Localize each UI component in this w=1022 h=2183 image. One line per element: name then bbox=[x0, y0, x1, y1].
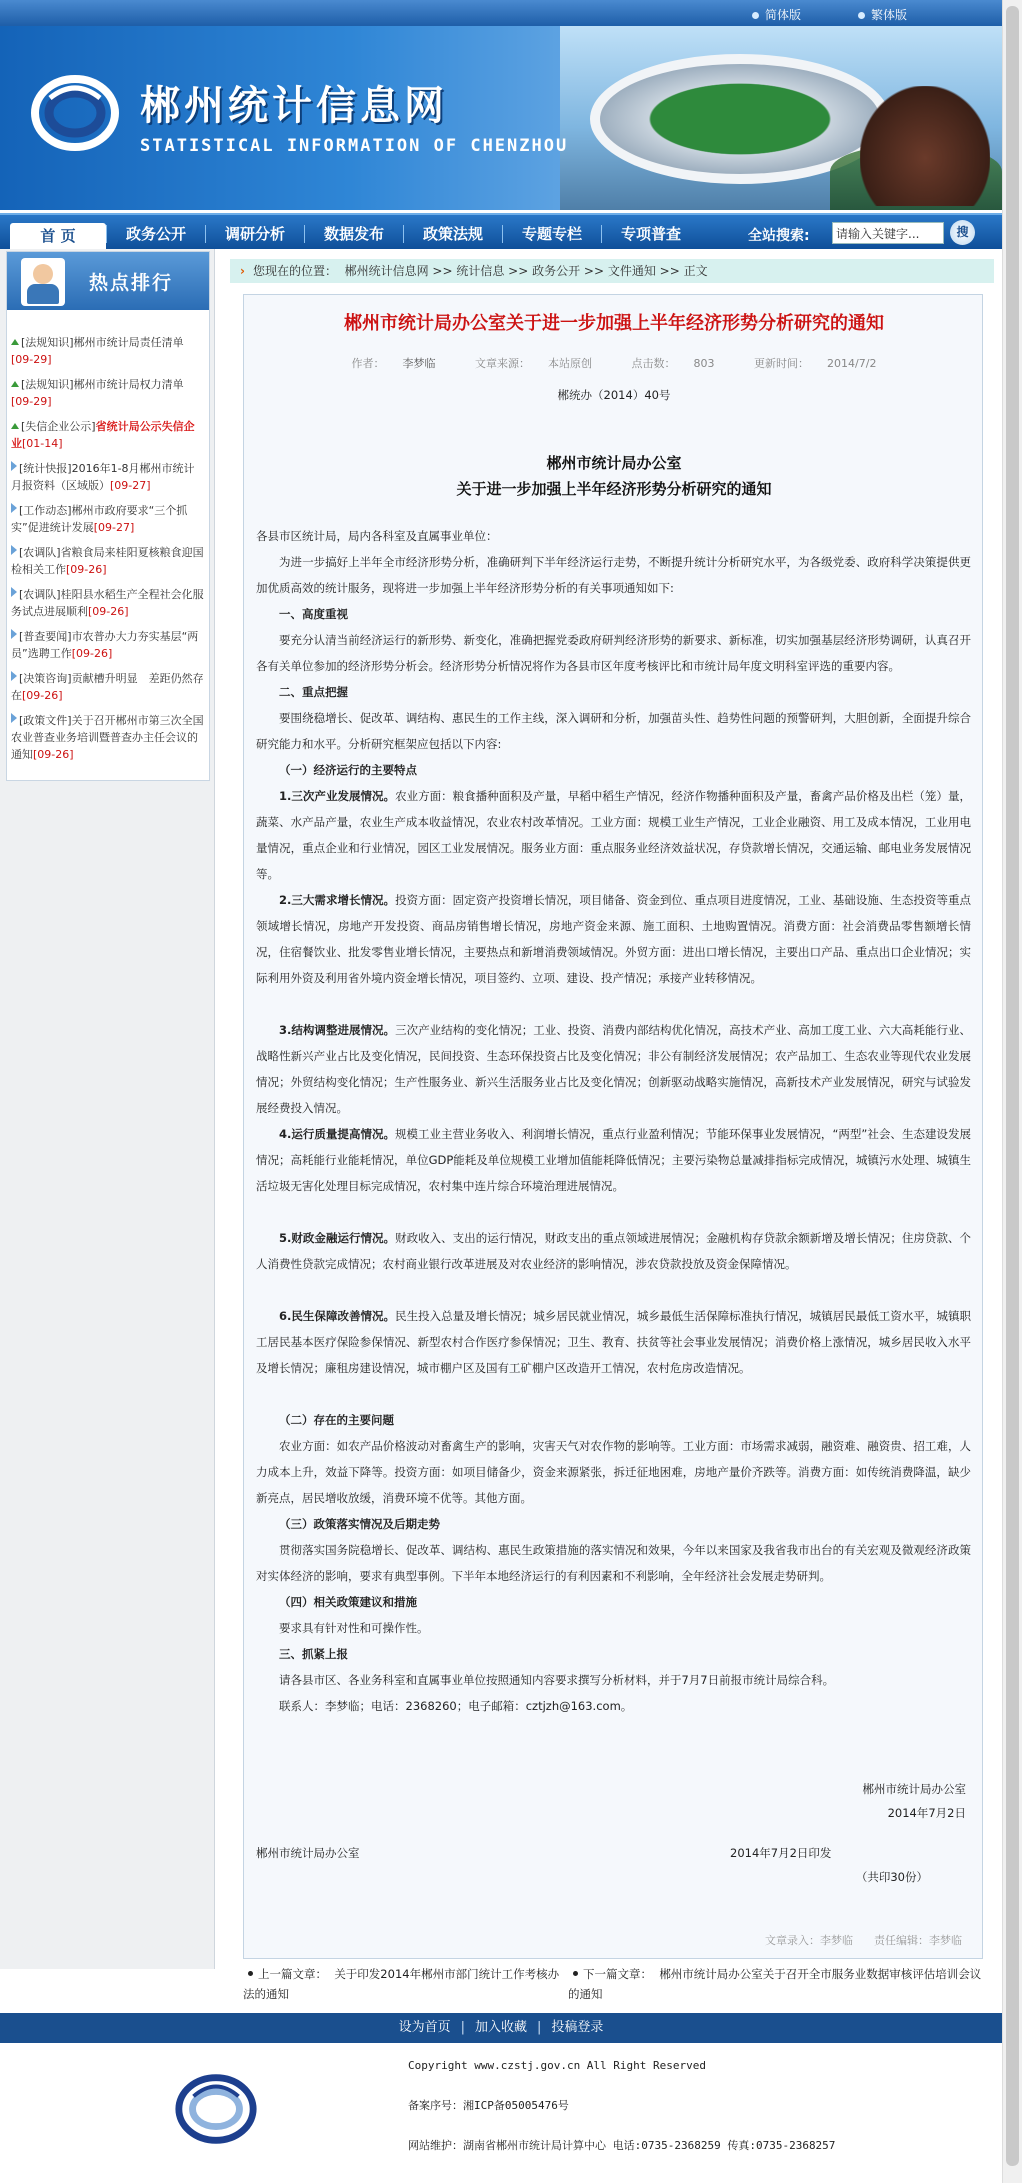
hot-item[interactable] bbox=[11, 502, 205, 536]
editor-label: 责任编辑： bbox=[874, 1934, 929, 1947]
divider: | bbox=[537, 2020, 542, 2035]
hot-item-text: [决策咨询]贡献槽升明显 差距仍然存在 bbox=[11, 672, 204, 702]
left-sidebar bbox=[0, 249, 215, 1969]
arrow-right-icon bbox=[11, 671, 17, 681]
bottom-links-bar bbox=[0, 2013, 1002, 2043]
signature-date: 2014年7月2日 bbox=[887, 1806, 966, 1820]
item-text: 财政收入、支出的运行情况，财政支出的重点领域进展情况；金融机构存贷款余额新增及增长情况；住房贷款、个人消费性贷款完成情况；农村商业银行改革进展及对农业经济的影响情况，涉农贷款投放及资金保障情况。 bbox=[256, 1231, 971, 1271]
item-paragraph bbox=[256, 1303, 971, 1381]
nav-home[interactable]: 首 页 bbox=[10, 223, 106, 251]
hot-item-text: [统计快报]2016年1-8月郴州市统计月报资料（区域版） bbox=[11, 462, 195, 492]
hot-item[interactable] bbox=[11, 544, 205, 578]
editor-value: 李梦临 bbox=[929, 1934, 962, 1947]
item-heading: 5.财政金融运行情况。 bbox=[279, 1231, 396, 1245]
hot-item-date: [09-27] bbox=[110, 479, 151, 492]
item-text: 规模工业主营业务收入、利润增长情况，重点行业盈利情况；节能环保事业发展情况，“两型”社会、生态建设发展情况；高耗能行业能耗情况，单位GDP能耗及单位规模工业增加值能耗降低情况；主要污染物总量减排指标完成情况，城镇污水处理、城镇生活垃圾无害化处理目标完成情况，农村集中连片综合环境治理进展情况。 bbox=[256, 1127, 971, 1193]
hot-ranking-panel bbox=[6, 251, 210, 781]
print-date: 2014年7月2日印发 bbox=[730, 1846, 832, 1860]
arrow-up-icon bbox=[11, 381, 19, 387]
maintenance-info: 网站维护：湖南省郴州市统计局计算中心 电话:0735-2368259 传真:0735-2368257 bbox=[408, 2139, 836, 2152]
hot-item-text: [法规知识]郴州市统计局权力清单 bbox=[21, 378, 184, 391]
hits-label: 点击数： bbox=[631, 357, 676, 370]
dot-icon bbox=[752, 12, 759, 19]
hot-item-highlight: 省统计局公示失信企业 bbox=[11, 420, 195, 450]
hits-value: 803 bbox=[693, 357, 715, 370]
author-value: 李梦临 bbox=[402, 357, 436, 370]
nav-divider bbox=[304, 225, 305, 243]
article-title: 郴州市统计局办公室关于进一步加强上半年经济形势分析研究的通知 bbox=[344, 313, 884, 334]
traditional-link[interactable] bbox=[858, 6, 907, 23]
item-text: 农业方面：粮食播种面积及产量，早稻中稻生产情况，经济作物播种面积及产量，畜禽产品价格及出栏（笼）量，蔬菜、水产品产量，农业生产成本收益情况，农业农村改革情况。工业方面：规模工业生产情况，工业企业融资、用工及成本情况，工业用电量情况，重点企业和行业情况，园区工业发展情况。服务业方面：重点服务业经济效益状况，存贷款增长情况，交通运输、邮电业务发展情况等。 bbox=[256, 789, 971, 881]
contact-line: 联系人：李梦临；电话：2368260；电子邮箱：cztjzh@163.com。 bbox=[279, 1699, 633, 1713]
section-paragraph: 要充分认清当前经济运行的新形势、新变化，准确把握党委政府研判经济形势的新要求、新标准，切实加强基层经济形势调研，认真召开各有关单位参加的经济形势分析会。经济形势分析情况将作为各县市区年度考核评比和市统计局年度文明科室评选的重要内容。 bbox=[256, 633, 971, 673]
section-paragraph: 要求具有针对性和可操作性。 bbox=[279, 1621, 429, 1635]
subsection-heading: （四）相关政策建议和措施 bbox=[279, 1595, 417, 1609]
simplified-link[interactable] bbox=[752, 6, 801, 23]
document-number: 郴统办（2014）40号 bbox=[557, 388, 671, 402]
breadcrumb-arrow-icon: › bbox=[240, 264, 245, 278]
nav-special-topics[interactable]: 专题专栏 bbox=[521, 225, 582, 243]
print-count: （共印30份） bbox=[855, 1870, 928, 1884]
add-favorite-link[interactable]: 加入收藏 bbox=[474, 2020, 527, 2035]
hot-item-text: [普查要闻]市农普办大力夯实基层“两员”选聘工作 bbox=[11, 630, 199, 660]
search-input[interactable] bbox=[832, 222, 944, 244]
section-paragraph: 请各县市区、各业务科室和直属事业单位按照通知内容要求撰写分析材料，并于7月7日前报市统计局综合科。 bbox=[279, 1673, 835, 1687]
section-heading: 一、高度重视 bbox=[279, 607, 348, 621]
item-paragraph bbox=[256, 783, 971, 887]
hot-item-text: [工作动态]郴州市政府要求“三个抓实”促进统计发展 bbox=[11, 504, 188, 534]
submit-login-link[interactable]: 投稿登录 bbox=[551, 2020, 604, 2035]
hot-item-text: [农调队]桂阳县水稻生产全程社会化服务试点进展顺利 bbox=[11, 588, 204, 618]
banner bbox=[0, 26, 1002, 210]
section-paragraph: 贯彻落实国务院稳增长、促改革、调结构、惠民生政策措施的落实情况和效果，今年以来国家及我省我市出台的有关宏观及微观经济政策对实体经济的影响，要求有典型事例。下半年本地经济运行的有利因素和不利影响，全年经济社会发展走势研判。 bbox=[256, 1543, 971, 1583]
logo-subtitle: STATISTICAL INFORMATION OF CHENZHOU bbox=[140, 136, 569, 156]
item-paragraph bbox=[256, 1225, 971, 1277]
prev-article-link[interactable]: 关于印发2014年郴州市部门统计工作考核办法的通知 bbox=[243, 1967, 560, 2001]
search-button[interactable]: 搜 bbox=[950, 220, 975, 245]
nav-government-affairs[interactable]: 政务公开 bbox=[125, 225, 186, 243]
subsection-heading: （二）存在的主要问题 bbox=[279, 1413, 394, 1427]
footer bbox=[0, 2043, 1002, 2183]
breadcrumb-path[interactable]: 郴州统计信息网 >> 统计信息 >> 政务公开 >> 文件通知 >> 正文 bbox=[344, 264, 708, 278]
hot-item-date: [01-14] bbox=[22, 437, 63, 450]
item-paragraph bbox=[256, 887, 971, 991]
item-text: 民生投入总量及增长情况；城乡居民就业情况，城乡最低生活保障标准执行情况，城镇居民最低工资水平，城镇职工居民基本医疗保险参保情况、新型农村合作医疗参保情况；卫生、教育、扶贫等社会事业发展情况；消费价格上涨情况，城乡居民收入水平及增长情况；廉租房建设情况，城市棚户区及国有工矿棚户区改造开工情况，农村危房改造情况。 bbox=[256, 1309, 971, 1375]
hot-item-date: [09-29] bbox=[11, 395, 52, 408]
hot-item[interactable] bbox=[11, 376, 205, 410]
section-paragraph: 要围绕稳增长、促改革、调结构、惠民生的工作主线，深入调研和分析，加强苗头性、趋势性问题的预警研判，大胆创新，全面提升综合研究能力和水平。分析研究框架应包括以下内容: bbox=[256, 711, 971, 751]
prev-label: 上一篇文章： bbox=[258, 1967, 327, 1981]
signature-org: 郴州市统计局办公室 bbox=[862, 1782, 966, 1796]
addressee: 各县市区统计局，局内各科室及直属事业单位： bbox=[256, 529, 498, 543]
hot-item[interactable] bbox=[11, 460, 205, 494]
arrow-up-icon bbox=[11, 339, 19, 345]
item-text: 三次产业结构的变化情况；工业、投资、消费内部结构优化情况，高技术产业、高加工度工业、六大高耗能行业、战略性新兴产业占比及变化情况，民间投资、生态环保投资占比及变化情况；非公有制经济发展情况；农产品加工、生态农业等现代农业发展情况；外贸结构变化情况；生产性服务业、新兴生活服务业占比及变化情况；创新驱动战略实施情况，高新技术产业发展情况，研究与试验发展经费投入情况。 bbox=[256, 1023, 971, 1115]
arrow-up-icon bbox=[11, 423, 19, 429]
hot-item-date: [09-27] bbox=[93, 521, 135, 534]
article-subtitle-org: 郴州市统计局办公室 bbox=[546, 454, 682, 472]
next-article-link[interactable]: 郴州市统计局办公室关于召开全市服务业数据审核评估培训会议的通知 bbox=[568, 1967, 982, 2001]
arrow-right-icon bbox=[11, 503, 17, 513]
hot-item-text: [农调队]省粮食局来桂阳夏核粮食迎国检相关工作 bbox=[11, 546, 204, 576]
breadcrumb bbox=[230, 259, 994, 283]
section-heading: 三、抓紧上报 bbox=[279, 1647, 348, 1661]
copyright-text: Copyright www.czstj.gov.cn All Right Reserved bbox=[408, 2059, 707, 2072]
dot-icon bbox=[858, 12, 865, 19]
article-subtitle-title: 关于进一步加强上半年经济形势分析研究的通知 bbox=[456, 480, 772, 498]
author-label: 作者： bbox=[351, 357, 385, 370]
hot-ranking-title: 热点排行 bbox=[89, 272, 174, 294]
arrow-right-icon bbox=[11, 629, 17, 639]
deer-statue-image bbox=[860, 86, 990, 206]
logo-mark-icon bbox=[30, 68, 120, 158]
hot-item[interactable] bbox=[11, 628, 205, 662]
article-footer bbox=[765, 1931, 962, 1951]
logo-title: 郴州统计信息网 bbox=[140, 82, 448, 129]
item-paragraph bbox=[256, 1121, 971, 1199]
section-heading: 二、重点把握 bbox=[279, 685, 348, 699]
hot-item[interactable] bbox=[11, 712, 205, 763]
reader-avatar-icon bbox=[21, 258, 65, 306]
main-nav bbox=[0, 213, 1002, 249]
nav-divider bbox=[502, 225, 503, 243]
divider: | bbox=[460, 2020, 465, 2035]
icp-number[interactable]: 备案序号：湘ICP备05005476号 bbox=[408, 2099, 569, 2112]
prev-article bbox=[243, 1964, 563, 2004]
hot-ranking-header bbox=[7, 252, 209, 310]
hot-item-text: [法规知识]郴州市统计局责任清单 bbox=[21, 336, 184, 349]
item-heading: 4.运行质量提高情况。 bbox=[279, 1127, 395, 1141]
hot-item[interactable] bbox=[11, 670, 205, 704]
hot-item-date: [09-26] bbox=[71, 647, 113, 660]
subsection-heading: （一）经济运行的主要特点 bbox=[279, 763, 417, 777]
subsection-heading: （三）政策落实情况及后期走势 bbox=[279, 1517, 440, 1531]
item-text: 投资方面：固定资产投资增长情况，项目储备、资金到位、重点项目进度情况，工业、基础设施、生态投资等重点领域增长情况，房地产开发投资、商品房销售增长情况，房地产资金来源、施工面积、土地购置情况。消费方面：社会消费品零售额增长情况，住宿餐饮业、批发零售业增长情况，主要热点和新增消费领域情况。外贸方面：进出口增长情况，主要出口产品、重点出口企业情况；实际利用外资及利用省外境内资金增长情况，项目签约、立项、建设、投产情况；承接产业转移情况。 bbox=[256, 893, 971, 985]
simplified-label: 简体版 bbox=[765, 8, 802, 22]
arrow-right-icon bbox=[11, 545, 17, 555]
nav-divider bbox=[205, 225, 206, 243]
arrow-right-icon bbox=[11, 461, 17, 471]
section-paragraph: 农业方面：如农产品价格波动对畜禽生产的影响，灾害天气对农作物的影响等。工业方面：市场需求减弱，融资难、融资贵、招工难，人力成本上升，效益下降等。投资方面：如项目储备少，资金来源紧张，拆迁征地困难，房地产量价齐跌等。消费方面：如传统消费降温，缺少新亮点，居民增收放缓，消费环境不优等。其他方面。 bbox=[256, 1439, 971, 1505]
search-label: 全站搜索: bbox=[748, 228, 810, 244]
top-bar bbox=[0, 0, 1002, 26]
page-scrollbar[interactable] bbox=[1002, 0, 1022, 2183]
footer-logo-icon bbox=[172, 2065, 260, 2153]
nav-data-release[interactable]: 数据发布 bbox=[323, 225, 384, 243]
hot-list bbox=[7, 310, 209, 763]
nav-divider bbox=[403, 225, 404, 243]
hot-item[interactable] bbox=[11, 334, 205, 368]
updated-label: 更新时间： bbox=[754, 357, 810, 370]
bullet-icon bbox=[573, 1971, 578, 1976]
breadcrumb-label: 您现在的位置： bbox=[252, 264, 337, 278]
scrollbar-thumb[interactable] bbox=[1006, 6, 1019, 2166]
entry-label: 文章录入： bbox=[765, 1934, 821, 1947]
hot-item-text: [失信企业公示] bbox=[21, 420, 96, 433]
item-heading: 2.三大需求增长情况。 bbox=[279, 893, 396, 907]
set-homepage-link[interactable]: 设为首页 bbox=[398, 2020, 451, 2035]
nav-policy-regulations[interactable]: 政策法规 bbox=[422, 225, 483, 243]
nav-divider bbox=[106, 225, 107, 243]
hot-item-date: [09-26] bbox=[22, 689, 63, 702]
nav-divider bbox=[601, 225, 602, 243]
hot-item[interactable] bbox=[11, 418, 205, 452]
print-org: 郴州市统计局办公室 bbox=[256, 1846, 360, 1860]
intro-paragraph: 为进一步搞好上半年全市经济形势分析，准确研判下半年经济运行走势，不断提升统计分析研究水平，为各级党委、政府科学决策提供更加优质高效的统计服务，现将进一步加强上半年经济形势分析的有关事项通知如下: bbox=[256, 555, 971, 595]
nav-special-census[interactable]: 专项普查 bbox=[620, 225, 681, 243]
hot-item[interactable] bbox=[11, 586, 205, 620]
source-value: 本站原创 bbox=[548, 357, 593, 370]
next-article bbox=[568, 1964, 983, 2004]
arrow-right-icon bbox=[11, 713, 17, 723]
bullet-icon bbox=[248, 1971, 253, 1976]
article-meta bbox=[244, 355, 984, 371]
traditional-label: 繁体版 bbox=[871, 8, 908, 22]
article bbox=[243, 294, 983, 1959]
entry-value: 李梦临 bbox=[820, 1934, 854, 1947]
item-heading: 3.结构调整进展情况。 bbox=[279, 1023, 396, 1037]
hot-item-date: [09-26] bbox=[88, 605, 129, 618]
arrow-right-icon bbox=[11, 587, 17, 597]
nav-research-analysis[interactable]: 调研分析 bbox=[224, 225, 285, 243]
hot-item-date: [09-26] bbox=[33, 748, 74, 761]
hot-item-text: [政策文件]关于召开郴州市第三次全国农业普查业务培训暨普查办主任会议的通知 bbox=[11, 714, 204, 761]
hot-item-date: [09-26] bbox=[66, 563, 107, 576]
next-label: 下一篇文章： bbox=[583, 1967, 652, 1981]
hot-item-date: [09-29] bbox=[11, 353, 52, 366]
item-heading: 6.民生保障改善情况。 bbox=[279, 1309, 396, 1323]
source-label: 文章来源： bbox=[475, 357, 531, 370]
item-paragraph bbox=[256, 1017, 971, 1121]
item-heading: 1.三次产业发展情况。 bbox=[279, 789, 396, 803]
updated-value: 2014/7/2 bbox=[827, 357, 877, 370]
